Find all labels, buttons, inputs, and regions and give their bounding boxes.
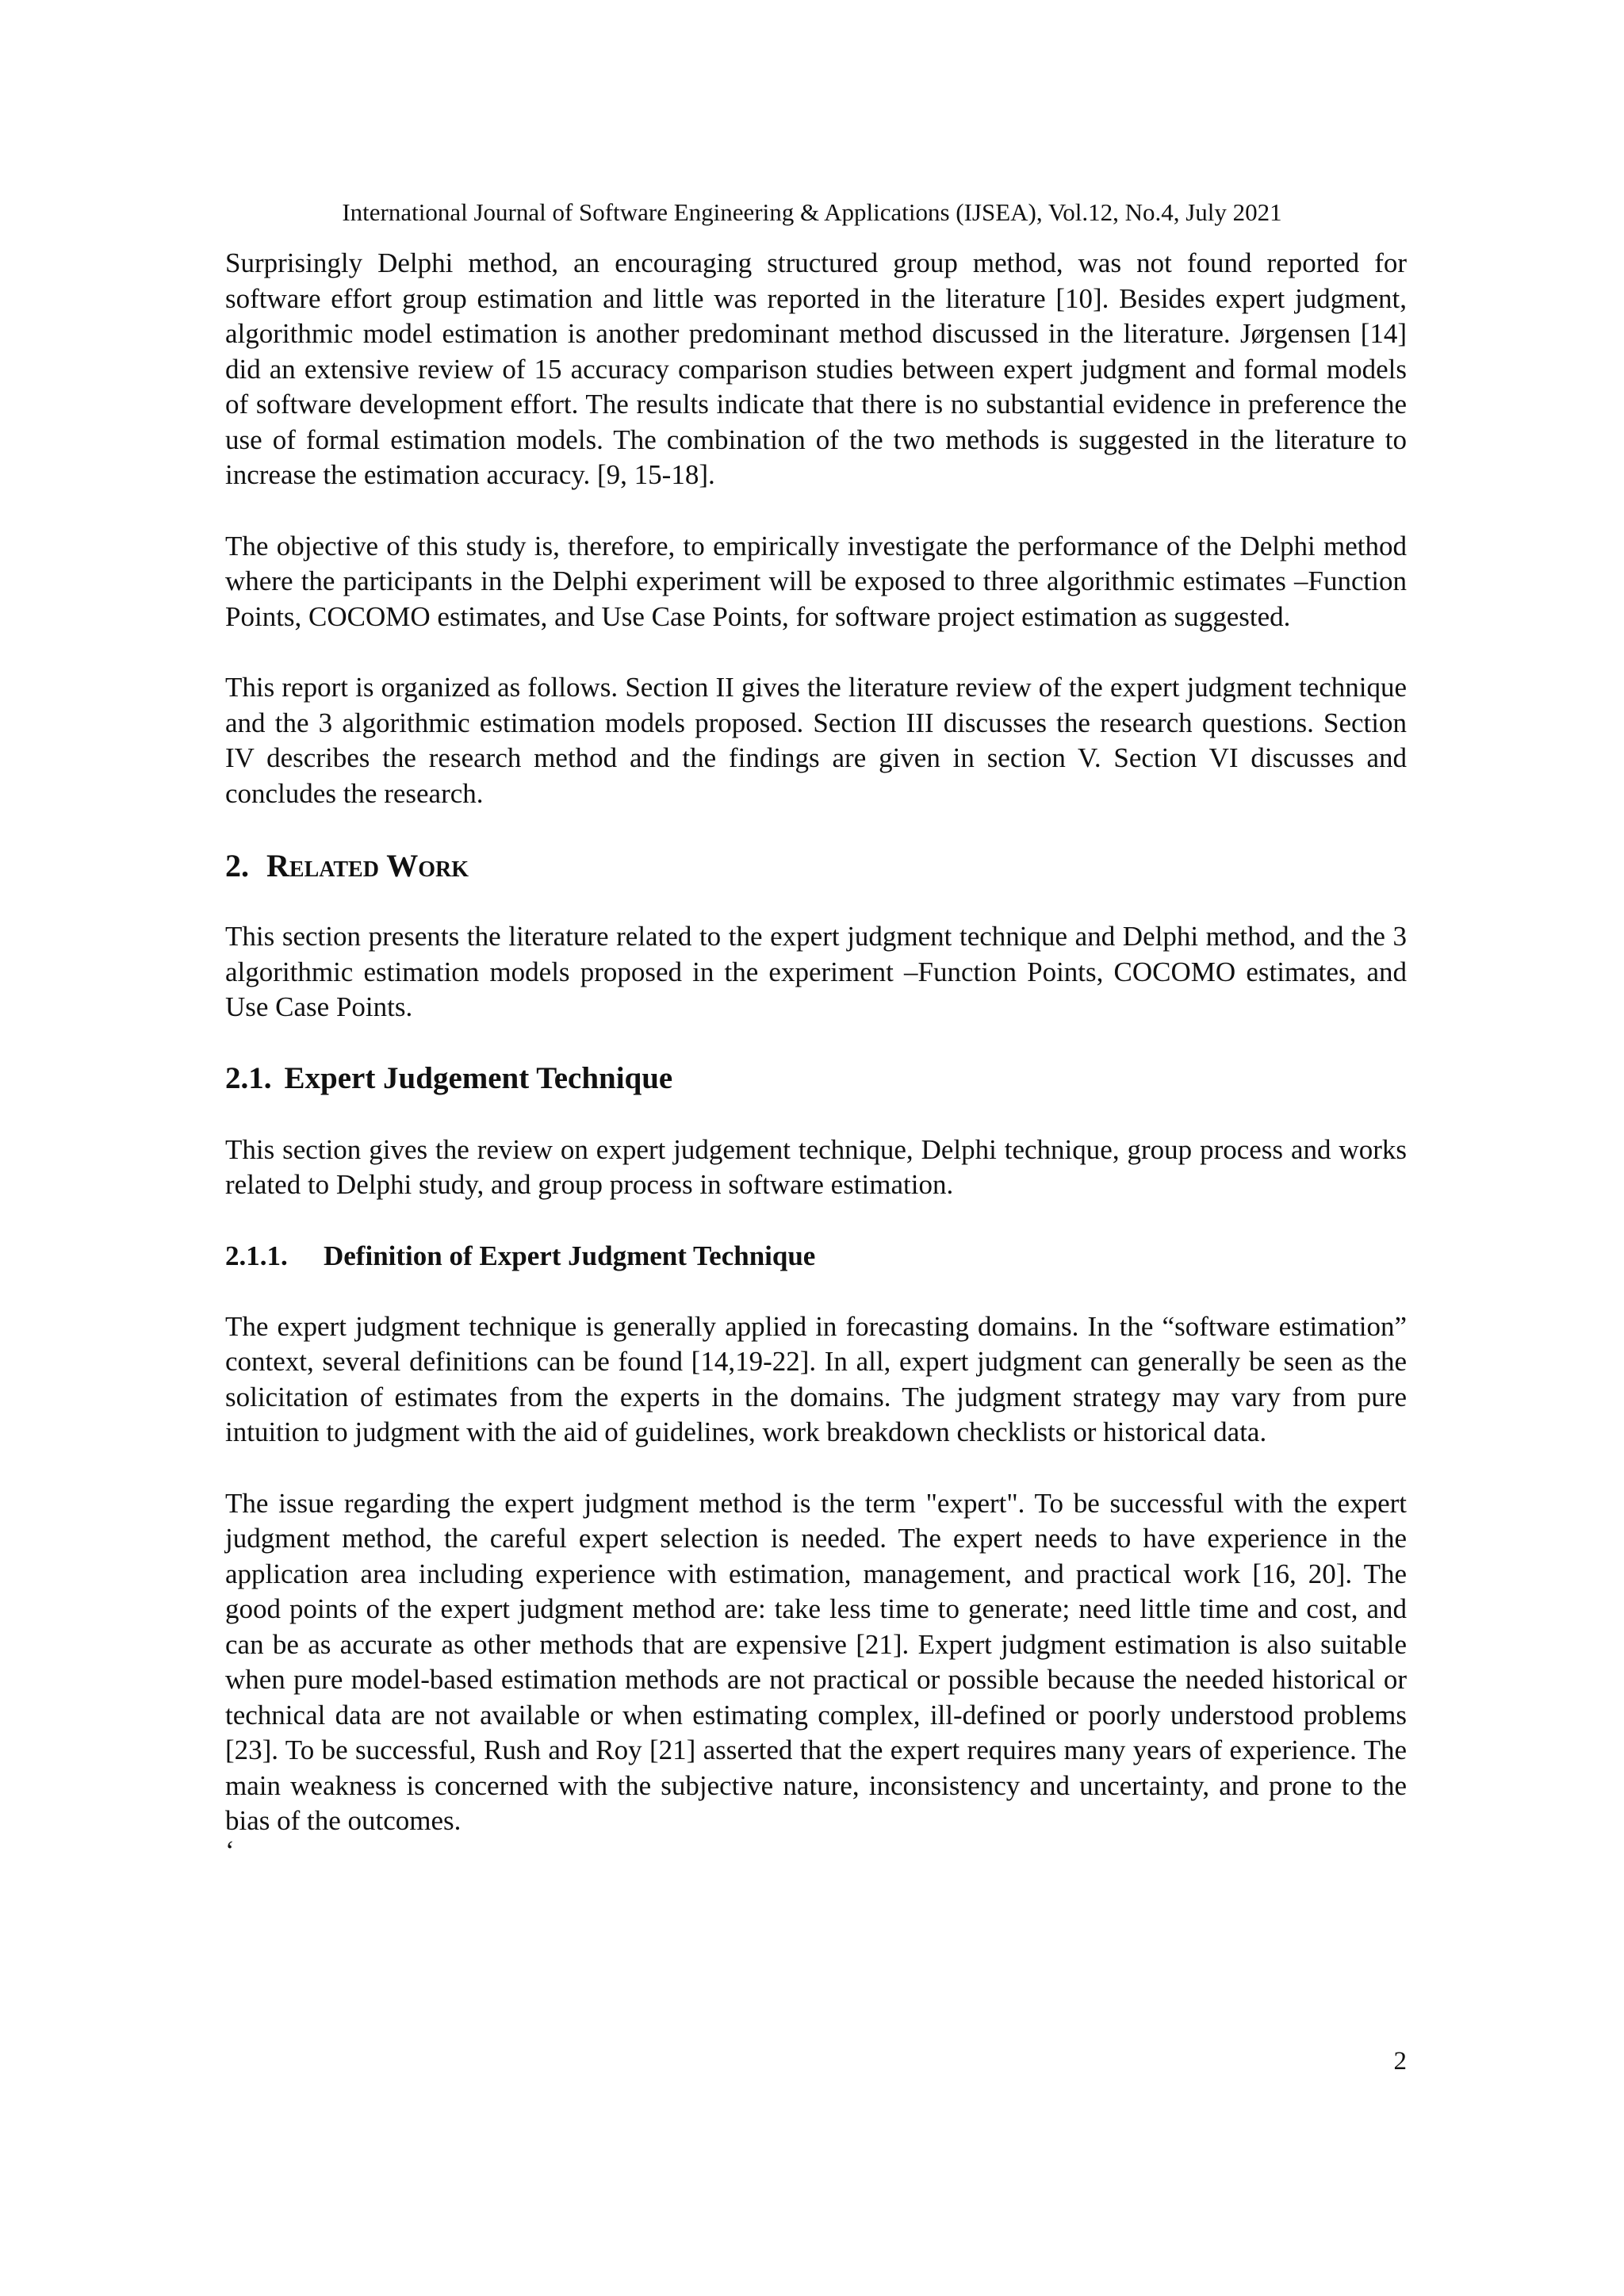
running-header: International Journal of Software Engineering & Applications (IJSEA), Vol.12, No.4, July 2021	[342, 198, 1282, 226]
subsubsection-number: 2.1.1.	[225, 1240, 288, 1271]
subsection-title: Expert Judgement Technique	[284, 1060, 673, 1095]
section-number: 2.	[225, 848, 249, 884]
section-title: Related Work	[266, 848, 469, 884]
paragraph-intro-delphi: Surprisingly Delphi method, an encouraging structured group method, was not found reported for software effort group estimation and little was reported in the literature [10]. Besides expert judgment, algorithmic model estimation is another predominant method discussed in the literature. Jørgensen [14] did an extensive review of 15 accuracy comparison studies between expert judgment and formal models of software development effort. The results indicate that there is no substantial evidence in preference the use of formal estimation models. The combination of the two methods is suggested in the literature to increase the estimation accuracy. [9, 15-18].	[225, 247, 1407, 490]
paragraph-related-work-intro: This section presents the literature related to the expert judgment technique and Delphi method, and the 3 algorithmic estimation models proposed in the experiment –Function Points, COCOMO estimates, and Use Case Points.	[225, 921, 1407, 1022]
paragraph-objective: The objective of this study is, therefore, to empirically investigate the performance of the Delphi method where the participants in the Delphi experiment will be exposed to three algorithmic estimates –Function Points, COCOMO estimates, and Use Case Points, for software project estimation as suggested.	[225, 530, 1407, 632]
paragraph-definition: The expert judgment technique is generally applied in forecasting domains. In the “software estimation” context, several definitions can be found [14,19-22]. In all, expert judgment can generally be seen as the solicitation of estimates from the experts in the domains. The judgment strategy may vary from pure intuition to judgment with the aid of guidelines, work breakdown checklists or historical data.	[225, 1310, 1407, 1447]
page-number: 2	[1393, 2047, 1407, 2076]
section-heading-related-work	[225, 846, 1407, 886]
subsubsection-heading-definition	[225, 1238, 1407, 1274]
stray-quote-mark: ‘	[225, 1834, 235, 1866]
paragraph-expert-judgement-intro: This section gives the review on expert judgement technique, Delphi technique, group process and works related to Delphi study, and group process in software estimation.	[225, 1133, 1407, 1200]
paragraph-expert-issue: The issue regarding the expert judgment method is the term "expert". To be successful with the expert judgment method, the careful expert selection is needed. The expert needs to have experience in the application area including experience with estimation, management, and practical work [16, 20]. The good points of the expert judgment method are: take less time to generate; need little time and cost, and can be as accurate as other methods that are expensive [21]. Expert judgment estimation is also suitable when pure model-based estimation methods are not practical or possible because the needed historical or technical data are not available or when estimating complex, ill-defined or poorly understood problems [23]. To be successful, Rush and Roy [21] asserted that the expert requires many years of experience. The main weakness is concerned with the subjective nature, inconsistency and uncertainty, and prone to the bias of the outcomes.	[225, 1487, 1407, 1836]
paragraph-organization: This report is organized as follows. Section II gives the literature review of the expert judgment technique and the 3 algorithmic estimation models proposed. Section III discusses the research questions. Section IV describes the research method and the findings are given in section V. Section VI discusses and concludes the research.	[225, 672, 1407, 809]
subsection-heading-expert-judgement	[225, 1059, 1407, 1098]
subsection-number: 2.1.	[225, 1060, 272, 1095]
subsubsection-title: Definition of Expert Judgment Technique	[324, 1240, 816, 1271]
page-body	[225, 246, 1407, 1866]
